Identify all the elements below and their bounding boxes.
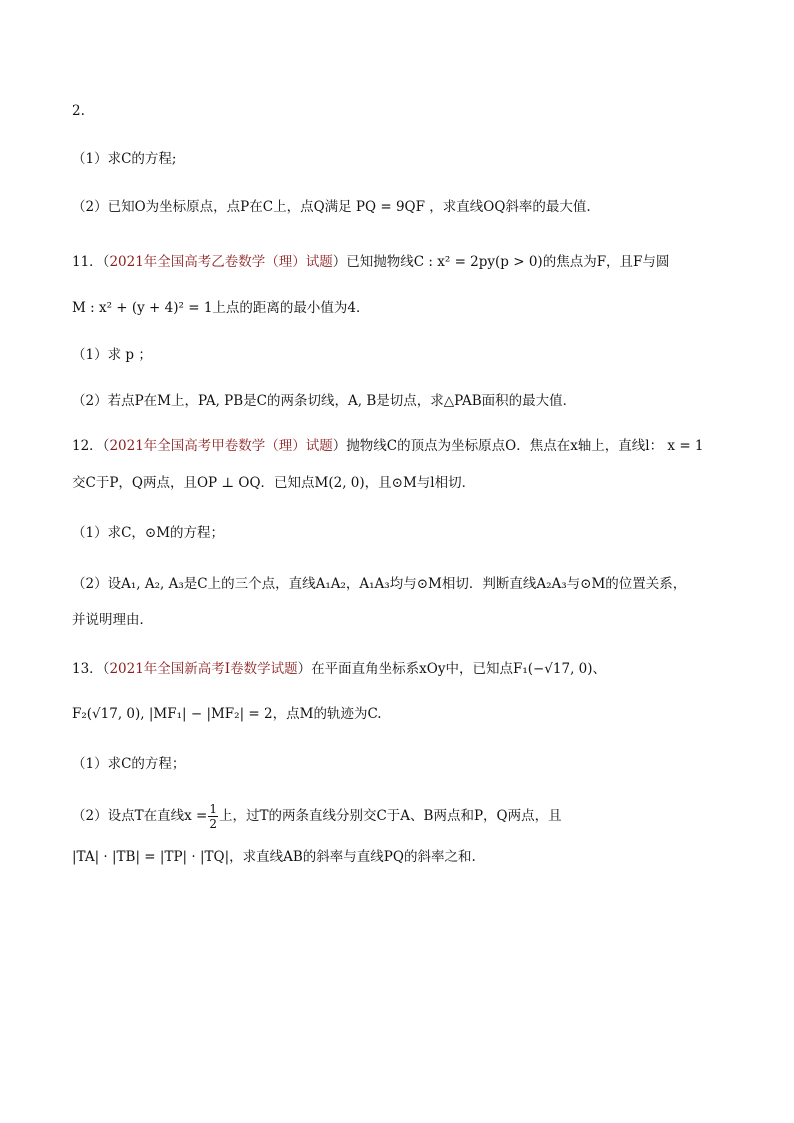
text-line: 交C于P，Q两点，且OP ⊥ OQ．已知点M(2, 0)，且⊙M与l相切． (72, 475, 476, 491)
problem-13-header (72, 659, 606, 679)
text-line: 并说明理由． (72, 612, 153, 628)
text-line: （1）求C的方程； (72, 756, 186, 772)
problem-text: ）已知抛物线C : x² = 2py(p > 0)的焦点为F，且F与圆 (332, 254, 670, 270)
text-line: （1）求 p ； (72, 347, 152, 363)
text-line: |TA| · |TB| = |TP| · |TQ|，求直线AB的斜率与直线PQ的斜率之和. (72, 849, 476, 865)
problem-source: 2021年全国高考甲卷数学（理）试题 (109, 438, 333, 454)
problem-number: 13．（ (72, 661, 110, 677)
text-line: （2）若点P在M上，PA, PB是C的两条切线，A, B是切点，求△PAB面积的最大值． (72, 393, 577, 409)
problem-number: 11．（ (72, 254, 110, 270)
text-line: M : x² + (y + 4)² = 1上点的距离的最小值为4． (72, 300, 370, 316)
problem-11-header (72, 252, 669, 272)
text-line: （2）设A₁, A₂, A₃是C上的三个点，直线A₁A₂，A₁A₃均与⊙M相切．判断直线A₂A₃与⊙M的位置关系， (72, 576, 687, 592)
problem-text: ）在平面直角坐标系xOy中，已知点F₁(−√17, 0)、 (297, 661, 607, 677)
fraction-numerator: 1 (209, 802, 217, 816)
text-line: （1）求C的方程; (72, 151, 177, 167)
text-segment: （2）设点T在直线x = (72, 808, 208, 824)
text-line: （2）已知O为坐标原点，点P在C上，点Q满足 PQ = 9QF ，求直线OQ斜率的最大值. (72, 199, 591, 215)
text-line: F₂(√17, 0), |MF₁| − |MF₂| = 2，点M的轨迹为C. (72, 706, 382, 722)
problem-text: ）抛物线C的顶点为坐标原点O．焦点在x轴上，直线l： x = 1 (332, 438, 704, 454)
text-line: （1）求C，⊙M的方程； (72, 525, 225, 541)
problem-number: 12．（ (72, 438, 110, 454)
problem-12-header (72, 436, 704, 456)
problem-source: 2021年全国新高考Ⅰ卷数学试题 (109, 661, 298, 677)
text-line-with-fraction (72, 802, 562, 831)
text-line: 2. (72, 103, 85, 119)
text-segment: 上，过T的两条直线分别交C于A、B两点和P，Q两点，且 (218, 808, 562, 824)
fraction-denominator: 2 (209, 817, 217, 831)
problem-source: 2021年全国高考乙卷数学（理）试题 (109, 254, 333, 270)
fraction (208, 802, 218, 831)
